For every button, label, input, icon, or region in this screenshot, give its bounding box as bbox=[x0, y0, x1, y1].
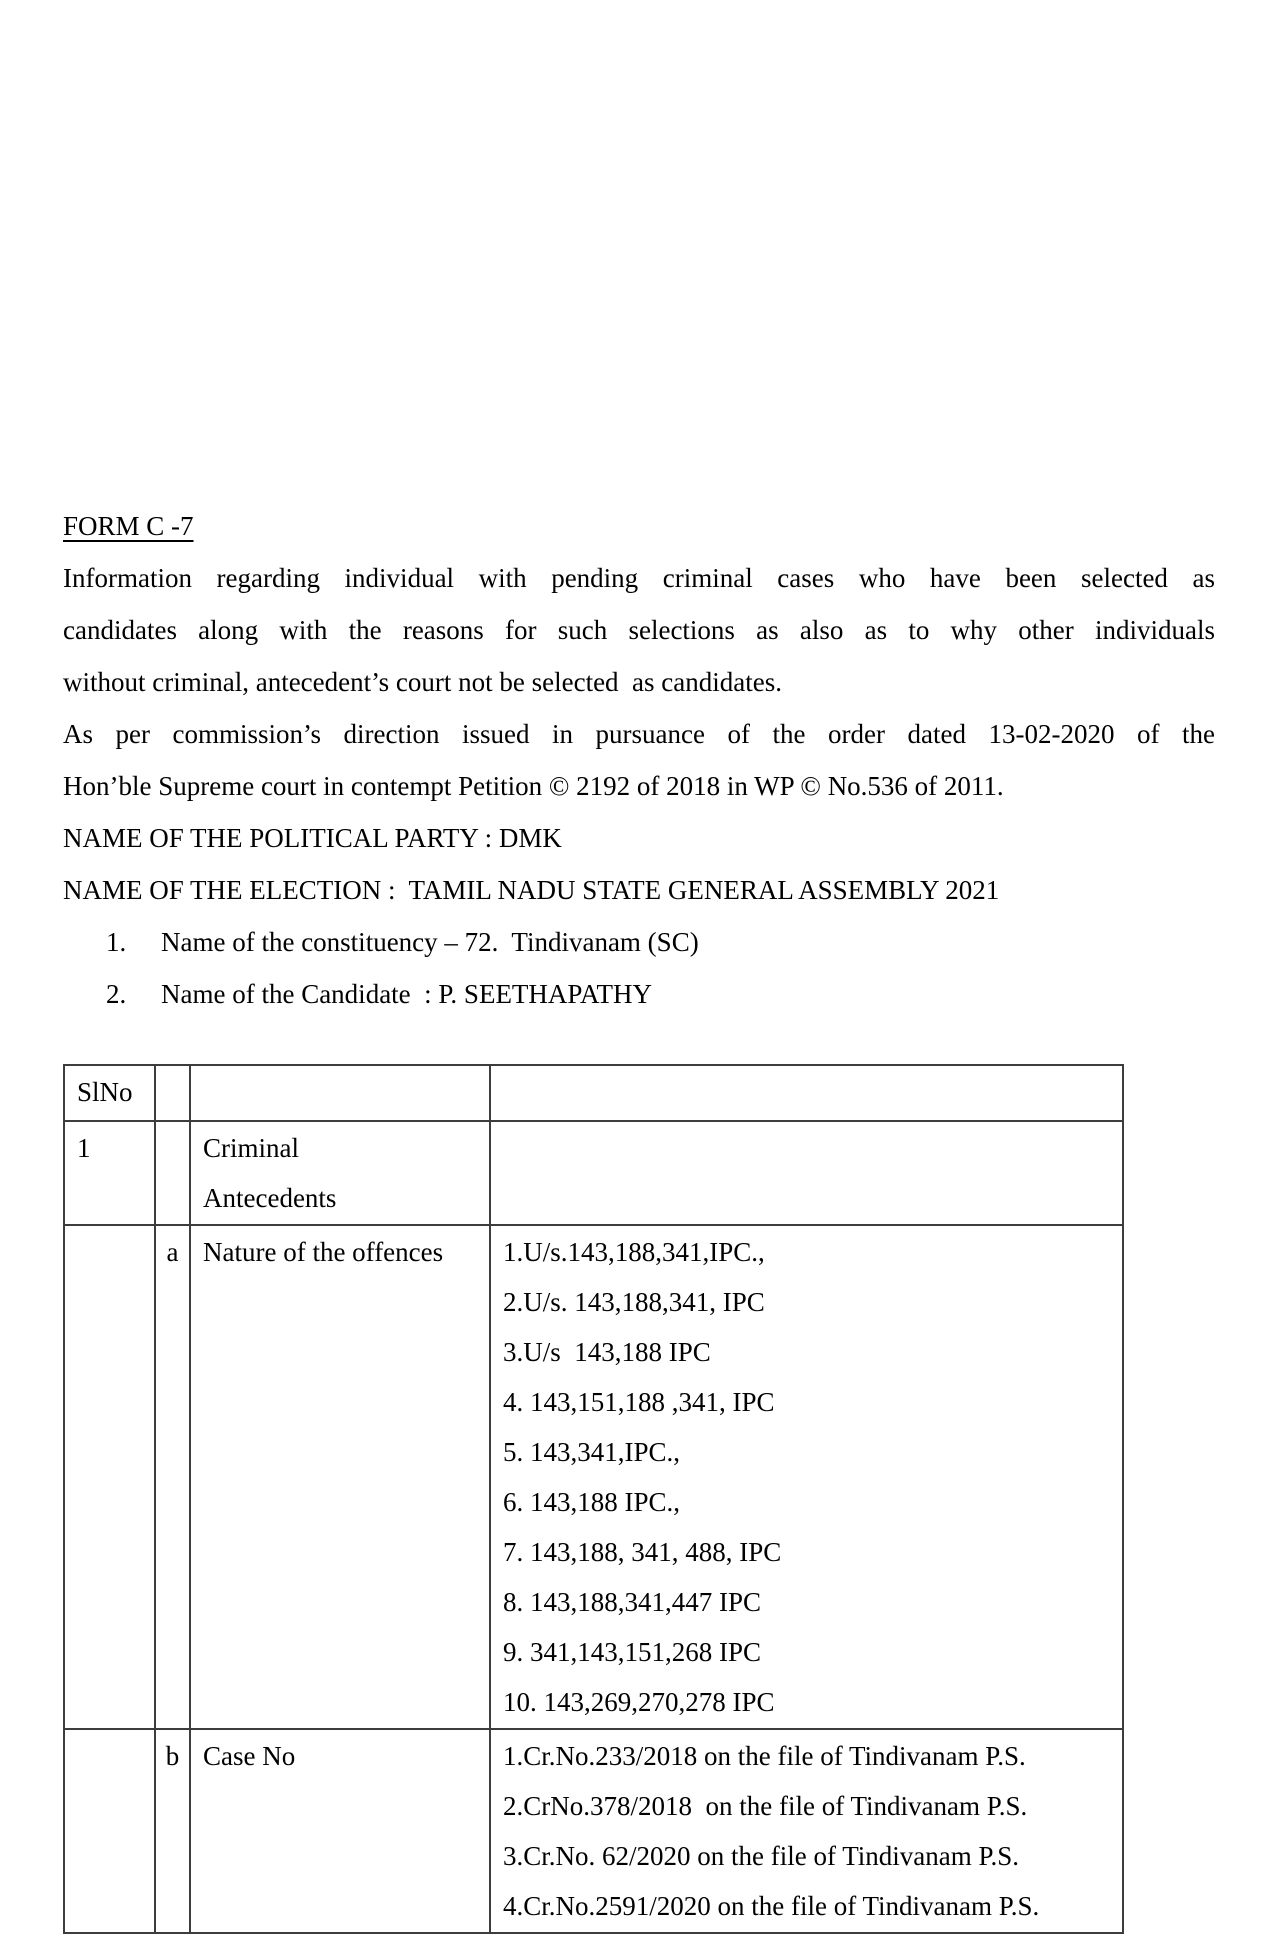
text-line: 5. 143,341,IPC., bbox=[503, 1437, 681, 1467]
text-line: 3.U/s 143,188 IPC bbox=[503, 1337, 711, 1367]
table-row-criminal-antecedents bbox=[64, 1121, 1123, 1225]
constituency-text: Name of the constituency – 72. Tindivanam (SC) bbox=[161, 927, 699, 957]
table-row-nature-of-offences bbox=[64, 1225, 1123, 1729]
text-line: 1.U/s.143,188,341,IPC., bbox=[503, 1237, 765, 1267]
header-value-cell bbox=[490, 1065, 1123, 1121]
value-cell bbox=[490, 1225, 1123, 1729]
document-content bbox=[63, 500, 1215, 1934]
antecedents-table bbox=[63, 1064, 1124, 1934]
candidate-item bbox=[63, 968, 1215, 1020]
text-line: without criminal, antecedent’s court not be selected as candidates. bbox=[63, 667, 782, 697]
text-line: 4.Cr.No.2591/2020 on the file of Tindivanam P.S. bbox=[503, 1891, 1040, 1921]
slno-cell: 1 bbox=[64, 1121, 155, 1225]
text-line: 7. 143,188, 341, 488, IPC bbox=[503, 1537, 782, 1567]
item-number: 1. bbox=[106, 927, 127, 957]
value-cell bbox=[490, 1729, 1123, 1933]
text-line: As per commission’s direction issued in pursuance of the order dated 13-02-2020 of the bbox=[63, 719, 1215, 749]
slno-cell bbox=[64, 1225, 155, 1729]
intro-paragraph bbox=[63, 552, 1215, 708]
text-line: 9. 341,143,151,268 IPC bbox=[503, 1637, 762, 1667]
letter-cell bbox=[155, 1121, 190, 1225]
election-name-line: NAME OF THE ELECTION : TAMIL NADU STATE GENERAL ASSEMBLY 2021 bbox=[63, 875, 1000, 905]
label-cell bbox=[190, 1729, 490, 1933]
text-line: 6. 143,188 IPC., bbox=[503, 1487, 681, 1517]
text-line: candidates along with the reasons for such selections as also as to why other individuals bbox=[63, 615, 1215, 645]
text-line: 4. 143,151,188 ,341, IPC bbox=[503, 1387, 775, 1417]
text-line: 3.Cr.No. 62/2020 on the file of Tindivanam P.S. bbox=[503, 1841, 1020, 1871]
text-line: Hon’ble Supreme court in contempt Petition © 2192 of 2018 in WP © No.536 of 2011. bbox=[63, 771, 1004, 801]
header-slno-cell: SlNo bbox=[64, 1065, 155, 1121]
value-cell bbox=[490, 1121, 1123, 1225]
text-line: 10. 143,269,270,278 IPC bbox=[503, 1687, 775, 1717]
text-line: Nature of the offences bbox=[203, 1237, 444, 1267]
letter-cell: a bbox=[155, 1225, 190, 1729]
item-number: 2. bbox=[106, 979, 127, 1009]
header-letter-cell bbox=[155, 1065, 190, 1121]
label-cell bbox=[190, 1225, 490, 1729]
political-party-line: NAME OF THE POLITICAL PARTY : DMK bbox=[63, 823, 562, 853]
text-line: Criminal bbox=[203, 1133, 299, 1163]
candidate-text: Name of the Candidate : P. SEETHAPATHY bbox=[161, 979, 652, 1009]
text-line: 8. 143,188,341,447 IPC bbox=[503, 1587, 762, 1617]
letter-cell: b bbox=[155, 1729, 190, 1933]
text-line: 1.Cr.No.233/2018 on the file of Tindivanam P.S. bbox=[503, 1741, 1026, 1771]
header-label-cell bbox=[190, 1065, 490, 1121]
text-line: Antecedents bbox=[203, 1183, 337, 1213]
text-line: 2.U/s. 143,188,341, IPC bbox=[503, 1287, 765, 1317]
constituency-item bbox=[63, 916, 1215, 968]
table-header-row bbox=[64, 1065, 1123, 1121]
table-row-case-no bbox=[64, 1729, 1123, 1933]
text-line: Information regarding individual with pending criminal cases who have been selected as bbox=[63, 563, 1215, 593]
form-title: FORM C -7 bbox=[63, 511, 194, 541]
slno-cell bbox=[64, 1729, 155, 1933]
text-line: Case No bbox=[203, 1741, 296, 1771]
text-line: 2.CrNo.378/2018 on the file of Tindivanam P.S. bbox=[503, 1791, 1028, 1821]
direction-paragraph bbox=[63, 708, 1215, 812]
label-cell bbox=[190, 1121, 490, 1225]
